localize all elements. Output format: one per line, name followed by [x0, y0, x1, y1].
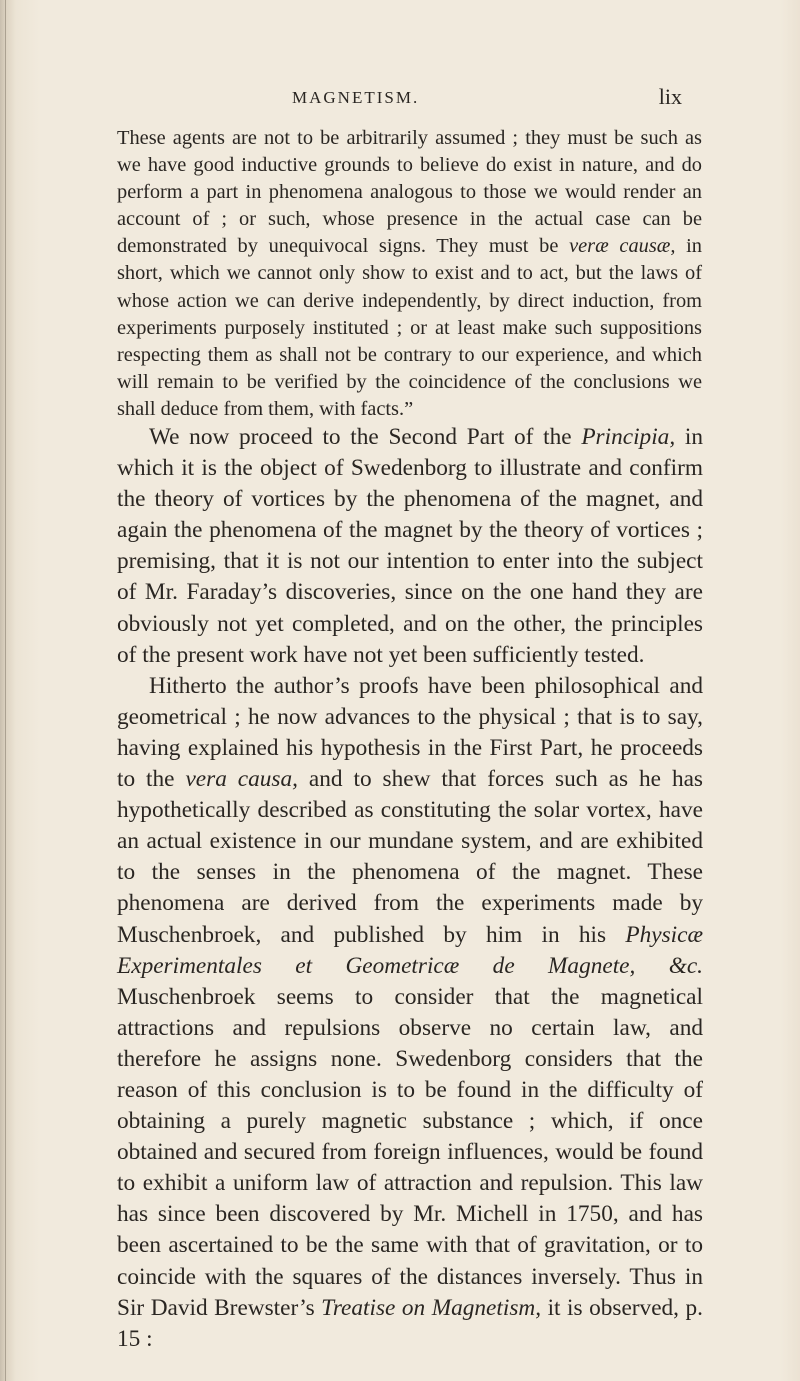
- quoted-passage: [117, 125, 702, 423]
- italic-title: Treatise on Magnetism,: [321, 1294, 542, 1321]
- main-text: [117, 422, 703, 1355]
- quote-italic: veræ causæ,: [569, 235, 676, 258]
- italic-title: Physicæ Experimentales et Geometricæ de Magnete, &c.: [117, 921, 703, 979]
- quote-paragraph: [117, 125, 702, 423]
- page-number: lix: [658, 84, 682, 109]
- running-title: MAGNETISM.: [292, 88, 420, 107]
- paragraph-text: We now proceed to the Second Part of the: [149, 424, 582, 450]
- paragraph-text: it is observed, p. 15 :: [117, 1294, 703, 1352]
- quote-text: These agents are not to be arbitrarily assumed ; they must be such as we have good inductive grounds to believe do exist in nature, and do perform a part in phenomena analogous to those we would render an account of ; or such, whose presence in the actual case can be demonstrated by unequivocal signs. They must be: [117, 127, 702, 258]
- italic-term: vera causa,: [185, 766, 298, 793]
- paragraph-text: in which it is the object of Swedenborg to illustrate and confirm the theory of vortices by the phenomena of the magnet, and again the phenomena of the magnet by the theory of vortices ; premising, that it is not our intention to enter into the subject of Mr. Faraday’s discoveries, since on the one hand they are obviously not yet completed, and on the other, the principles of the present work have not yet been sufficiently tested.: [117, 424, 703, 668]
- running-head: [0, 84, 800, 116]
- paragraph-1: [117, 422, 703, 671]
- quote-text: in short, which we cannot only show to exist and to act, but the laws of whose action we can derive independently, by direct induction, from experiments purposely instituted ; or at least make such suppositions respecting them as shall not be contrary to our experience, and which will remain to be verified by the coincidence of the conclusions we shall deduce from them, with facts.”: [117, 235, 703, 420]
- paragraph-text: and to shew that forces such as he has hypothetically described as constituting the solar vortex, have an actual existence in our mundane system, and are exhibited to the senses in the phenomena of the magnet. These phenomena are derived from the experiments made by Muschenbroek, and published by him in his: [117, 766, 703, 948]
- paragraph-text: Hitherto the author’s proofs have been philosophical and geometrical ; he now advances to the physical ; that is to say, having explained his hypothesis in the First Part, he proceeds to the: [117, 672, 703, 793]
- paragraph-text: Muschenbroek seems to consider that the magnetical attractions and repulsions observe no certain law, and therefore he assigns none. Swedenborg considers that the reason of this conclusion is to be found in the difficulty of obtaining a purely magnetic substance ; which, if once obtained and secured from foreign influences, would be found to exhibit a uniform law of attraction and repulsion. This law has since been discovered by Mr. Michell in 1750, and has been ascertained to be the same with that of gravitation, or to coincide with the squares of the distances inversely. Thus in Sir David Brewster’s: [117, 983, 703, 1321]
- paragraph-2: [117, 671, 703, 1355]
- binding-gutter: [5, 0, 6, 1381]
- italic-title: Principia,: [581, 424, 676, 450]
